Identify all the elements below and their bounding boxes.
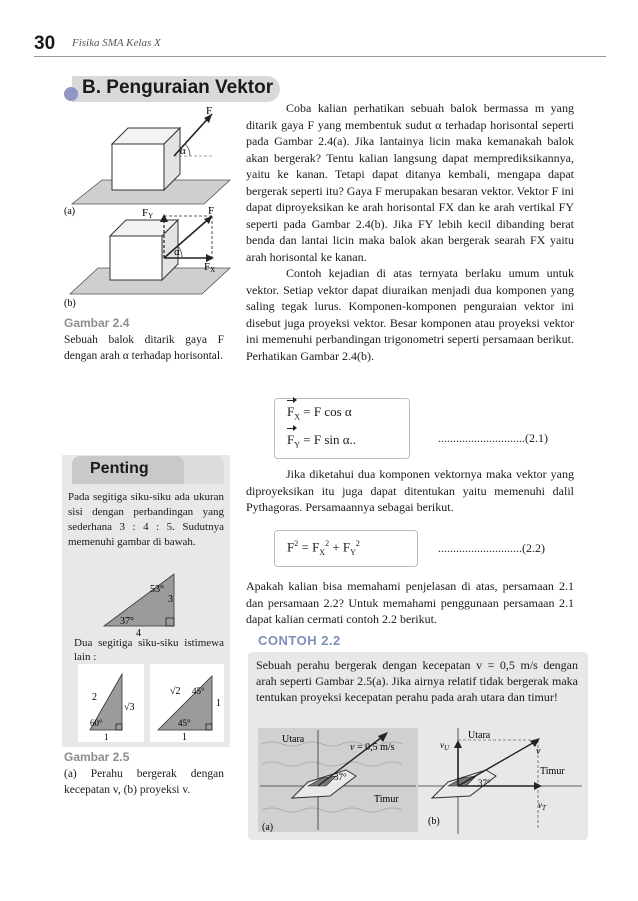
figure-2-5 [252,724,586,836]
caption-2-4-text: Sebuah balok ditarik gaya F dengan arah α terhadap horisontal. [64,334,224,362]
equation-2-2-box: $F^2 = F_X^2 + F_Y^2$ [274,530,418,567]
tri1-angle-bottom: 37° [120,616,134,627]
caption-2-4-title: Gambar 2.4 [64,316,130,330]
timur-label-a: Timur [374,794,399,805]
penting-label: Penting [90,460,149,477]
utara-label-b: Utara [468,730,491,741]
label-alpha-a: α [180,145,186,157]
equation-2-1-line-2: $F_Y = F$ sin α.. [287,429,397,457]
penting-text-2: Dua segitiga siku-siku istimewa lain : [74,637,224,663]
page-number: 30 [34,33,56,54]
penting-text-1: Pada segitiga siku-siku ada ukuran sisi dengan perbandingan yang sederhana 3 : 4 : 5. Sudutnya memenuhi gambar di bawah. [68,491,224,548]
tri3-angle-top: 45° [192,686,205,696]
caption-2-5-text: (a) Perahu bergerak dengan kecepatan v, (b) proyeksi v. [64,768,224,796]
paragraph-3-wrap [246,466,574,516]
label-b: (b) [64,298,76,309]
tri3-angle-bottom: 45° [178,718,191,728]
equation-2-1-number: .............................(2.1) [438,431,548,445]
timur-label-b: Timur [540,766,565,777]
tri3-bottom: 1 [182,732,187,743]
label-2-5-b: (b) [428,816,440,827]
label-FY: FY [142,207,154,220]
tri1-side-bottom: 4 [136,628,141,636]
label-vU: $v_U$ [440,740,450,752]
equation-2-1-line-1: $F_X = F$ cos α [287,401,397,429]
paragraph-1: Coba kalian perhatikan sebuah balok bermassa m yang ditarik gaya F yang membentuk sudut α terhadap horisontal seperti pada Gambar 2.4(a). Jika lantainya licin maka kemanakah balok akan bergerak? Tentu kalian langsung dapat memprediksikannya, yaitu ke kanan. Tetapi dapat ditanya kembali, mengapa dapat bergerak seperti itu? Gaya F merupakan besaran vektor. Vektor F ini dapat diproyeksikan ke arah horisontal FX dan ke arah vertikal FY seperti pada Gambar 2.4(b). Jika FY lebih kecil dibanding berat benda dan lantai licin maka balok akan bergerak searah FX yaitu arah horisontal ke kanan. [246,101,574,264]
equation-2-1-box [274,398,410,459]
header-divider [34,56,606,57]
section-bullet [64,87,78,101]
paragraph-2: Contoh kejadian di atas ternyata berlaku umum untuk vektor. Setiap vektor dapat diuraikan menjadi dua komponen yang saling tegak lurus. Komponen-komponen penguraian vektor ini disebut juga proyeksi vektor. Besar komponen atau proyeksi vektor ini memenuhi perbandingan trigonometri seperti persamaan berikut. Perhatikan Gambar 2.4(b). [246,266,574,363]
angle-label-a: 37° [334,772,347,782]
tri2-angle: 60° [90,718,103,728]
label-v-b: v [536,746,541,757]
contoh-text: Sebuah perahu bergerak dengan kecepatan v = 0,5 m/s dengan arah seperti Gambar 2.5(a). Jika airnya relatif tidak bergerak maka tentukan proyeksi kecepatan perahu pada arah utara dan timur! [256,658,578,704]
utara-label-a: Utara [282,734,305,745]
paragraph-4-wrap [246,578,574,628]
label-a: (a) [64,206,76,217]
speed-label: v = 0,5 m/s [350,742,395,753]
tri3-right: 1 [216,698,221,709]
special-triangles [78,664,228,744]
label-vT: $v_T$ [538,800,546,812]
label-FX: FX [204,261,216,274]
body-paragraphs [246,100,574,364]
caption-2-5-title: Gambar 2.5 [64,750,130,764]
tri1-angle-top: 53° [150,584,164,595]
figure-2-4 [62,100,232,310]
angle-label-b: 37° [478,778,491,788]
block-a [112,128,180,190]
tri2-hyp: 2 [92,692,97,703]
section-title: B. Penguraian Vektor [82,77,274,98]
paragraph-3: Jika diketahui dua komponen vektornya maka vektor yang diproyeksikan itu juga dapat ditentukan yaitu memenuhi dalil Pythagoras. Persamaannya sebagai berikut. [246,467,574,514]
tri2-side: √3 [124,702,135,713]
tri2-bottom: 1 [104,732,109,742]
book-title: Fisika SMA Kelas X [72,37,161,49]
tri1-side-right: 3 [168,594,173,605]
label-2-5-a: (a) [262,822,274,833]
block-b [110,220,178,280]
triangle-345 [96,570,186,636]
equation-2-2-number: ............................(2.2) [438,541,545,555]
label-F-a: F [206,105,213,117]
contoh-label: CONTOH 2.2 [258,633,341,648]
tri3-hyp: √2 [170,686,181,697]
paragraph-4: Apakah kalian bisa memahami penjelasan di atas, persamaan 2.1 dan persamaan 2.2? Untuk memahami penggunaan persamaan 2.1 dapat kalian cermati contoh 2.2 berikut. [246,579,574,626]
velocity-arrow-b [458,740,538,786]
label-F-b: F [208,205,215,217]
label-alpha-b: α [174,246,180,258]
